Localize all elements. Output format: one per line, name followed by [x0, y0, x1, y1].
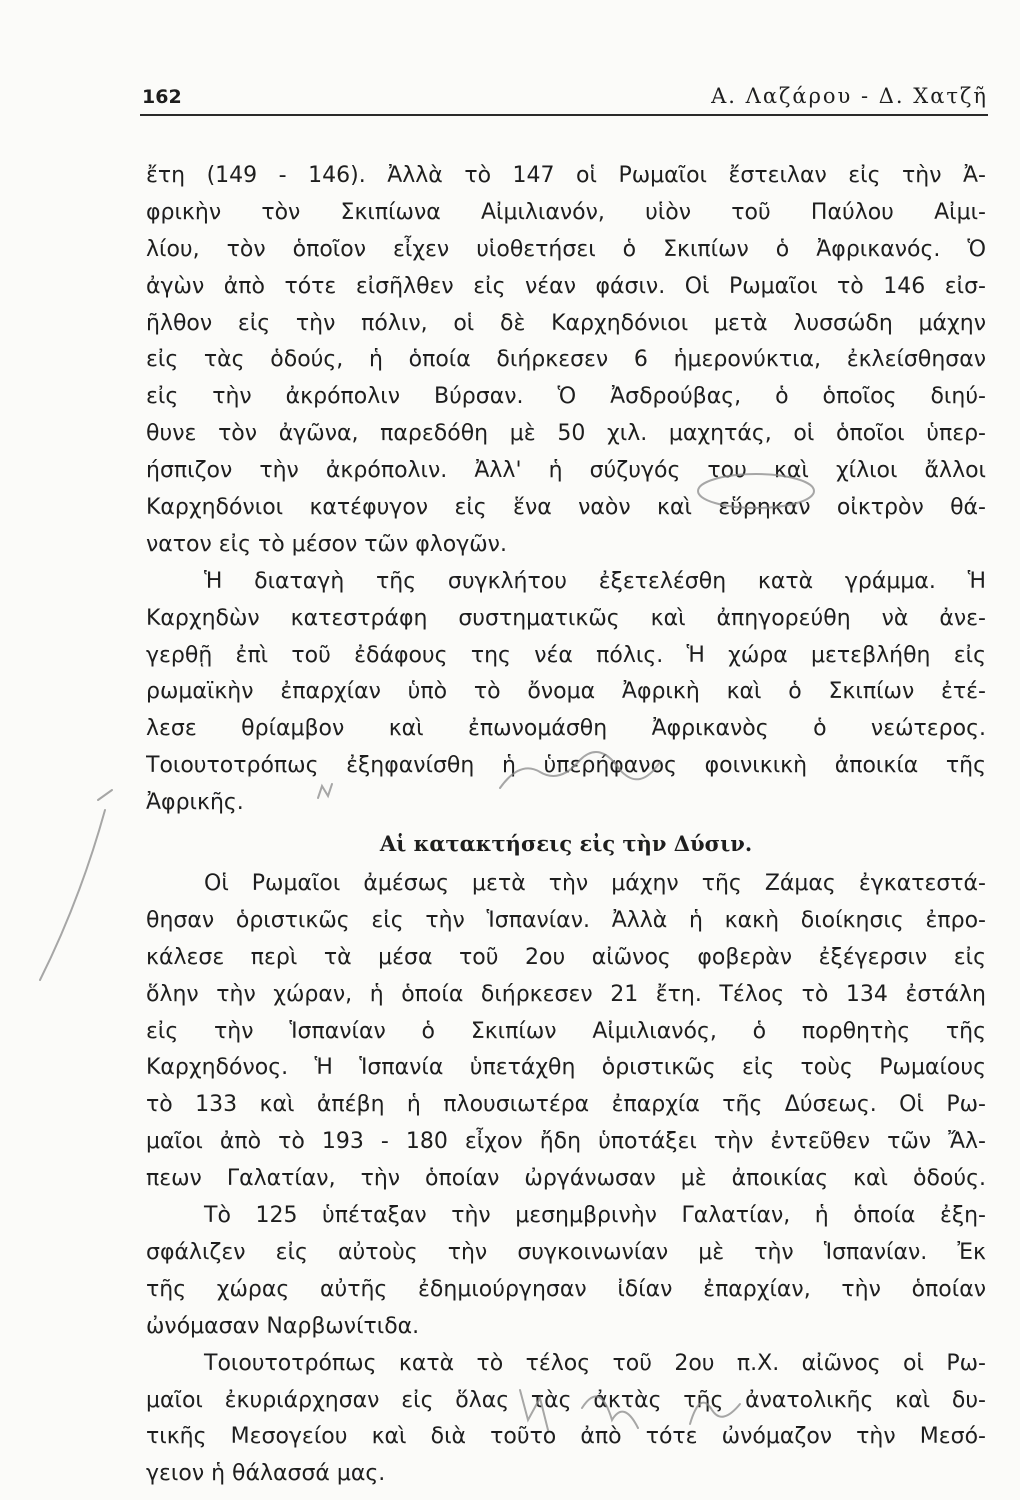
- text-line: τικῆς Μεσογείου καὶ διὰ τοῦτο ἀπὸ τότε ὠνόμαζον τὴν Μεσό-: [146, 1424, 986, 1450]
- text-line: ἀγὼν ἀπὸ τότε εἰσῆλθεν εἰς νέαν φάσιν. Οἱ Ρωμαῖοι τὸ 146 εἰσ-: [146, 273, 986, 299]
- text-line: σφάλιζεν εἰς αὐτοὺς τὴν συγκοινωνίαν μὲ τὴν Ἱσπανίαν. Ἐκ: [146, 1239, 986, 1265]
- pencil-margin-stroke: [98, 790, 112, 800]
- text-line: μαῖοι ἐκυριάρχησαν εἰς ὅλας τὰς ἀκτὰς τῆς ἀνατολικῆς καὶ δυ-: [146, 1387, 986, 1413]
- text-line: Καρχηδόνος. Ἡ Ἱσπανία ὑπετάχθη ὁριστικῶς εἰς τοὺς Ρωμαίους: [146, 1055, 986, 1081]
- text-line: ήσπιζον τὴν ἀκρόπολιν. Ἀλλ' ἡ σύζυγός του καὶ χίλιοι ἄλλοι: [146, 458, 986, 484]
- text-line: κάλεσε περὶ τὰ μέσα τοῦ 2ου αἰῶνος φοβερὰν ἐξέγερσιν εἰς: [146, 944, 986, 970]
- text-line: νατον εἰς τὸ μέσον τῶν φλογῶν.: [146, 531, 507, 557]
- text-line: θυνε τὸν ἀγῶνα, παρεδόθη μὲ 50 χιλ. μαχητάς, οἱ ὁποῖοι ὑπερ-: [146, 421, 986, 447]
- text-line: Καρχηδόνιοι κατέφυγον εἰς ἕνα ναὸν καὶ εὕρηκαν οἰκτρὸν θά-: [146, 495, 986, 521]
- text-line: ρωμαϊκὴν ἐπαρχίαν ὑπὸ τὸ ὄνομα Ἀφρικὴ καὶ ὁ Σκιπίων ἐτέ-: [146, 679, 986, 705]
- text-line: Ἡ διαταγὴ τῆς συγκλήτου ἐξετελέσθη κατὰ γράμμα. Ἡ: [204, 568, 986, 594]
- text-line: εἰς τὰς ὁδούς, ἡ ὁποία διήρκεσεν 6 ἡμερονύκτια, ἐκλείσθησαν: [146, 347, 986, 373]
- pencil-margin-stroke: [40, 810, 105, 980]
- text-line: ὅλην τὴν χώραν, ἡ ὁποία διήρκεσεν 21 ἔτη. Τέλος τὸ 134 ἐστάλη: [146, 981, 986, 1007]
- text-line: εἰς τὴν Ἱσπανίαν ὁ Σκιπίων Αἰμιλιανός, ὁ πορθητὴς τῆς: [146, 1018, 986, 1044]
- text-line: πεων Γαλατίαν, τὴν ὁποίαν ὠργάνωσαν μὲ ἀποικίας καὶ ὁδούς.: [146, 1166, 986, 1192]
- text-line: γερθῇ ἐπὶ τοῦ ἐδάφους της νέα πόλις. Ἡ χώρα μετεβλήθη εἰς: [146, 642, 986, 668]
- running-head: Α. Λαζάρου - Δ. Χατζῆ: [711, 84, 988, 108]
- text-line: Τοιουτοτρόπως κατὰ τὸ τέλος τοῦ 2ου π.Χ. αἰῶνος οἱ Ρω-: [204, 1350, 986, 1376]
- text-line: τῆς χώρας αὐτῆς ἐδημιούργησαν ἰδίαν ἐπαρχίαν, τὴν ὁποίαν: [146, 1276, 986, 1302]
- text-line: λίου, τὸν ὁποῖον εἶχεν υἱοθετήσει ὁ Σκιπίων ὁ Ἀφρικανός. Ὁ: [146, 236, 986, 262]
- text-line: τὸ 133 καὶ ἀπέβη ἡ πλουσιωτέρα ἐπαρχία τῆς Δύσεως. Οἱ Ρω-: [146, 1092, 986, 1118]
- text-line: μαῖοι ἀπὸ τὸ 193 - 180 εἶχον ἤδη ὑποτάξει τὴν ἐντεῦθεν τῶν Ἄλ-: [146, 1129, 986, 1155]
- text-line: Ἀφρικῆς.: [146, 790, 244, 816]
- body-text: [146, 158, 986, 1493]
- text-line: ὠνόμασαν Ναρβωνίτιδα.: [146, 1313, 420, 1339]
- page-header: [140, 80, 988, 116]
- text-line: ῆλθον εἰς τὴν πόλιν, οἱ δὲ Καρχηδόνιοι μετὰ λυσσώδη μάχην: [146, 310, 986, 336]
- section-heading: Αἱ κατακτήσεις εἰς τὴν Δύσιν.: [379, 831, 753, 857]
- text-line: Τοιουτοτρόπως ἐξηφανίσθη ἡ ὑπερήφανος φοινικικὴ ἀποικία τῆς: [146, 753, 986, 779]
- text-line: γειον ἡ θάλασσά μας.: [146, 1461, 386, 1487]
- text-line: θησαν ὁριστικῶς εἰς τὴν Ἱσπανίαν. Ἀλλὰ ἡ κακὴ διοίκησις ἐπρο-: [146, 907, 986, 933]
- text-line: ἔτη (149 - 146). Ἀλλὰ τὸ 147 οἱ Ρωμαῖοι ἔστειλαν εἰς τὴν Ἀ-: [146, 163, 986, 188]
- text-line: Καρχηδὼν κατεστράφη συστηματικῶς καὶ ἀπηγορεύθη νὰ ἀνε-: [146, 605, 986, 631]
- text-line: Οἱ Ρωμαῖοι ἀμέσως μετὰ τὴν μάχην τῆς Ζάμας ἐγκατεστά-: [204, 871, 986, 897]
- text-line: φρικὴν τὸν Σκιπίωνα Αἰμιλιανόν, υἱὸν τοῦ Παύλου Αἰμι-: [146, 199, 986, 225]
- text-line: λεσε θρίαμβον καὶ ἐπωνομάσθη Ἀφρικανὸς ὁ νεώτερος.: [146, 716, 986, 742]
- text-line: Τὸ 125 ὑπέταξαν τὴν μεσημβρινὴν Γαλατίαν, ἡ ὁποία ἐξη-: [204, 1203, 986, 1229]
- page-number: 162: [142, 86, 182, 108]
- text-line: εἰς τὴν ἀκρόπολιν Βύρσαν. Ὁ Ἀσδρούβας, ὁ ὁποῖος διηύ-: [146, 384, 986, 410]
